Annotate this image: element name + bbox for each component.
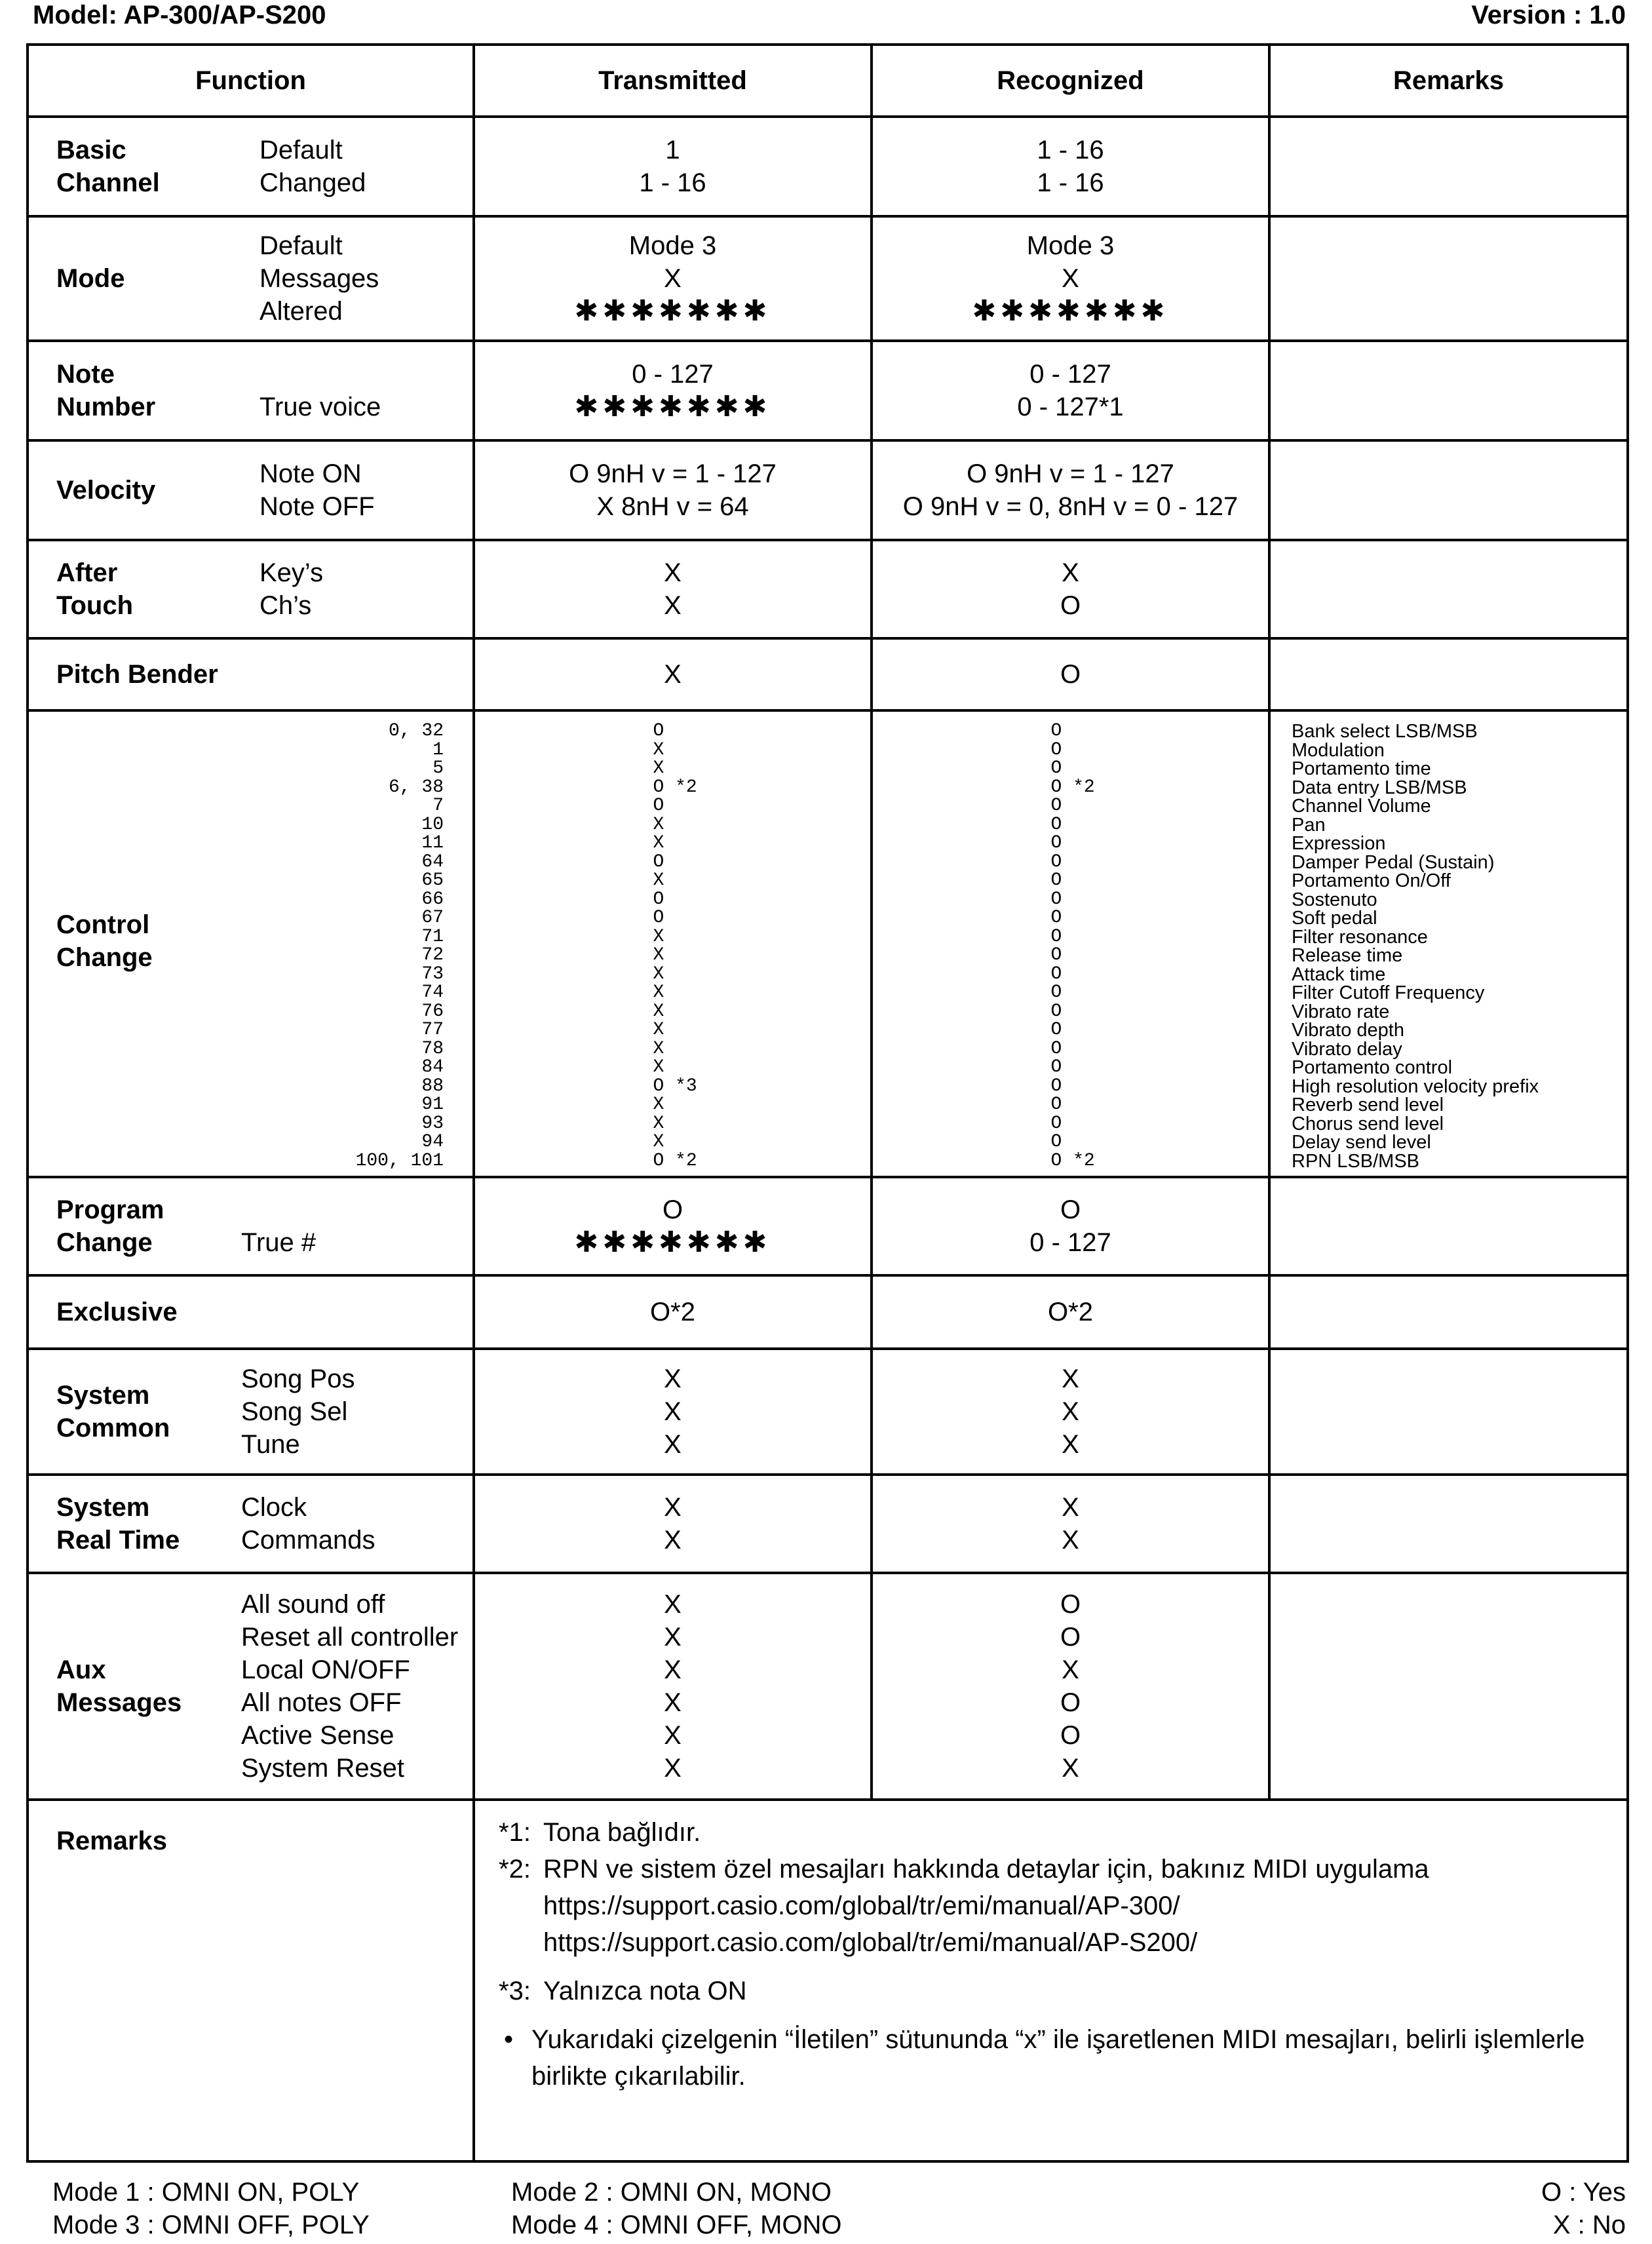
cc-remark: Pan (1292, 814, 1326, 836)
recognized-cell: X X (872, 1475, 1269, 1573)
remarks-cell (1269, 440, 1628, 540)
cc-remark: Vibrato depth (1292, 1020, 1404, 1041)
cc-transmitted-value: X (653, 1057, 664, 1077)
cc-recognized-value: O (1050, 1057, 1062, 1077)
cc-recognized-value: O (1050, 1020, 1062, 1040)
cc-number-list (356, 722, 444, 1170)
bullet-note: • Yukarıdaki çizelgenin “İletilen” sütununda “x” ile işaretlenen MIDI mesajları, belirli işlemlerle birlikte çıkarılabilir. (499, 2021, 1607, 2095)
remarks-cell (1269, 1177, 1628, 1275)
cc-transmitted-value: X (653, 1113, 664, 1134)
recognized-cell: X O (872, 540, 1269, 638)
cc-remark: Soft pedal (1292, 908, 1377, 929)
cc-recognized-value: O (1050, 739, 1062, 760)
cc-number: 93 (421, 1113, 444, 1134)
category-label: Program Change (56, 1195, 164, 1257)
header-row (28, 45, 1628, 117)
cc-number: 7 (432, 796, 444, 816)
cc-remark: Portamento On/Off (1292, 870, 1451, 891)
sub-label: Key’s Ch’s (259, 558, 324, 620)
cc-number: 64 (421, 851, 444, 872)
midi-implementation-chart (26, 43, 1629, 2163)
legend-no: X : No (1552, 2211, 1626, 2239)
category-label: Exclusive (56, 1298, 178, 1326)
cc-number: 100, 101 (355, 1150, 444, 1171)
cc-remark: Bank select LSB/MSB (1292, 721, 1478, 742)
transmitted-cell: X (474, 638, 872, 710)
remarks-cell (1269, 1475, 1628, 1573)
cc-recognized-value: O *2 (1050, 777, 1095, 798)
cc-transmitted-value: O *2 (653, 777, 697, 798)
cc-number: 66 (421, 889, 444, 910)
cc-recognized-value: O (1050, 982, 1062, 1003)
remarks-cell (1269, 540, 1628, 638)
cc-transmitted-value: X (653, 758, 664, 779)
cc-transmitted-value: X (653, 870, 664, 891)
col-remarks: Remarks (1269, 45, 1628, 117)
sub-label: True voice (259, 393, 381, 421)
remarks-cell (1269, 1275, 1628, 1349)
cc-number: 73 (421, 963, 444, 984)
cc-remarks-list (1292, 722, 1539, 1170)
transmitted-cell: X X X (474, 1349, 872, 1475)
cc-recognized-value: O (1050, 1094, 1062, 1115)
legend-mode1: Mode 1 : OMNI ON, POLY (52, 2178, 360, 2207)
cc-number: 74 (421, 982, 444, 1003)
cc-transmitted-value: O *2 (653, 1150, 697, 1171)
cc-transmitted-value: X (653, 814, 664, 835)
row-pitch-bender (28, 638, 1628, 710)
cc-remark: Damper Pedal (Sustain) (1292, 851, 1495, 873)
remarks-cell (1269, 638, 1628, 710)
cc-number: 88 (421, 1075, 444, 1096)
category-label: Aux Messages (56, 1655, 182, 1717)
footnote-2: *2: RPN ve sistem özel mesajları hakkında detaylar için, bakınız MIDI uygulama (499, 1855, 1429, 1884)
cc-remark: Expression (1292, 833, 1386, 854)
remarks-cell (1269, 1349, 1628, 1475)
transmitted-cell: Mode 3 X ✱✱✱✱✱✱✱ (474, 216, 872, 341)
cc-remark: Data entry LSB/MSB (1292, 777, 1467, 798)
cc-recognized-value: O (1050, 945, 1062, 965)
category-label: Note Number (56, 360, 156, 421)
category-label: Control Change (56, 910, 153, 972)
cc-remark: Portamento control (1292, 1057, 1453, 1078)
cc-number: 72 (421, 945, 444, 965)
cc-recognized-value: O (1050, 1113, 1062, 1134)
legend-mode3: Mode 3 : OMNI OFF, POLY (52, 2211, 370, 2239)
transmitted-cell: O*2 (474, 1275, 872, 1349)
sub-label: Default Changed (259, 136, 366, 197)
category-label: System Real Time (56, 1493, 180, 1555)
cc-number: 67 (421, 908, 444, 928)
cc-transmitted-value: X (653, 1001, 664, 1022)
recognized-cell: O 0 - 127 (872, 1177, 1269, 1275)
version-label: Version : 1.0 (1471, 1, 1626, 29)
cc-transmitted-value: X (653, 739, 664, 760)
transmitted-cell: O 9nH v = 1 - 127 X 8nH v = 64 (474, 440, 872, 540)
category-label: Pitch Bender (56, 660, 218, 689)
legend-mode2: Mode 2 : OMNI ON, MONO (511, 2178, 832, 2207)
cc-remark: Channel Volume (1292, 796, 1431, 817)
cc-number: 94 (421, 1132, 444, 1152)
row-remarks (28, 1800, 1628, 2161)
cc-recognized-value: O (1050, 851, 1062, 872)
cc-recognized-value: O (1050, 1001, 1062, 1022)
manual-link-ap300[interactable]: https://support.casio.com/global/tr/emi/manual/AP-300/ (543, 1891, 1180, 1920)
category-label: Basic Channel (56, 136, 160, 197)
cc-number: 6, 38 (388, 777, 444, 798)
col-function: Function (28, 45, 474, 117)
cc-transmitted-value: X (653, 1038, 664, 1059)
mode-legend (52, 2176, 1626, 2241)
cc-remark: RPN LSB/MSB (1292, 1150, 1419, 1172)
cc-remark: Chorus send level (1292, 1113, 1444, 1134)
cc-recognized-value: O (1050, 796, 1062, 816)
cc-number: 91 (421, 1094, 444, 1115)
cc-transmitted-value: X (653, 1132, 664, 1152)
sub-label: Default Messages Altered (259, 231, 379, 326)
cc-transmitted-value: O (653, 851, 664, 872)
cc-transmitted-value: X (653, 963, 664, 984)
legend-yes: O : Yes (1541, 2178, 1626, 2207)
cc-recognized-value: O (1050, 963, 1062, 984)
cc-recognized-value: O (1050, 1038, 1062, 1059)
row-mode (28, 216, 1628, 341)
cc-recognized-value: O (1050, 1132, 1062, 1152)
sub-label: True # (241, 1228, 317, 1257)
row-exclusive (28, 1275, 1628, 1349)
row-after-touch (28, 540, 1628, 638)
cc-number: 11 (421, 833, 444, 853)
legend-mode4: Mode 4 : OMNI OFF, MONO (511, 2211, 842, 2239)
recognized-cell: O*2 (872, 1275, 1269, 1349)
cc-remark: High resolution velocity prefix (1292, 1075, 1539, 1097)
sub-label: Song Pos Song Sel Tune (241, 1364, 355, 1459)
row-aux-messages (28, 1573, 1628, 1800)
cc-recognized-value: O (1050, 814, 1062, 835)
sub-label: Note ON Note OFF (259, 459, 375, 521)
cc-remark: Delay send level (1292, 1132, 1431, 1153)
transmitted-cell: X X X X X X (474, 1573, 872, 1800)
category-label: Remarks (56, 1827, 168, 1855)
cc-recognized-value: O (1050, 870, 1062, 891)
cc-transmitted-value: O (653, 721, 664, 741)
row-control-change (28, 710, 1628, 1177)
transmitted-cell: 1 1 - 16 (474, 117, 872, 216)
cc-recognized-value: O (1050, 926, 1062, 947)
row-note-number (28, 341, 1628, 440)
cc-recognized-value: O (1050, 721, 1062, 741)
cc-number: 5 (432, 758, 444, 779)
header (26, 0, 1626, 33)
row-basic-channel (28, 117, 1628, 216)
row-system-common (28, 1349, 1628, 1475)
recognized-cell: Mode 3 X ✱✱✱✱✱✱✱ (872, 216, 1269, 341)
cc-recognized-value: O (1050, 1075, 1062, 1096)
cc-number: 76 (421, 1001, 444, 1022)
cc-transmitted-value: X (653, 1094, 664, 1115)
row-velocity (28, 440, 1628, 540)
remarks-cell (1269, 216, 1628, 341)
recognized-cell: O O X O O X (872, 1573, 1269, 1800)
recognized-cell: 1 - 16 1 - 16 (872, 117, 1269, 216)
bullet-icon: • (504, 2025, 514, 2054)
cc-remark: Modulation (1292, 739, 1385, 761)
cc-transmitted-value: X (653, 926, 664, 947)
cc-remark: Attack time (1292, 963, 1386, 985)
col-transmitted: Transmitted (474, 45, 872, 117)
cc-transmitted-value: O (653, 889, 664, 910)
cc-remark: Sostenuto (1292, 889, 1377, 910)
footnote-1: *1: Tona bağlıdır. (499, 1818, 701, 1847)
sub-label: All sound off Reset all controller Local ON/OFF All notes OFF Active Sense System Reset (241, 1590, 459, 1783)
cc-recognized-value: O (1050, 908, 1062, 928)
cc-remark: Release time (1292, 945, 1403, 966)
category-label: After Touch (56, 558, 134, 620)
transmitted-cell: O ✱✱✱✱✱✱✱ (474, 1177, 872, 1275)
model-label: Model: AP-300/AP-S200 (33, 1, 326, 29)
manual-link-aps200[interactable]: https://support.casio.com/global/tr/emi/manual/AP-S200/ (543, 1928, 1198, 1957)
recognized-cell: O (872, 638, 1269, 710)
cc-remark: Filter Cutoff Frequency (1292, 982, 1485, 1003)
row-program-change (28, 1177, 1628, 1275)
remarks-notes (475, 1801, 1626, 2147)
cc-transmitted-value: O (653, 796, 664, 816)
cc-number: 77 (421, 1020, 444, 1040)
transmitted-cell: 0 - 127 ✱✱✱✱✱✱✱ (474, 341, 872, 440)
cc-recognized-value: O (1050, 889, 1062, 910)
cc-remark: Vibrato rate (1292, 1001, 1390, 1022)
cc-remark: Reverb send level (1292, 1094, 1444, 1115)
footnote-3: *3: Yalnızca nota ON (499, 1977, 747, 2005)
cc-transmitted-value: O *3 (653, 1075, 697, 1096)
cc-transmitted-value: X (653, 982, 664, 1003)
cc-number: 0, 32 (388, 721, 444, 741)
cc-transmitted-value: O (653, 908, 664, 928)
cc-number: 65 (421, 870, 444, 891)
cc-number: 10 (421, 814, 444, 835)
remarks-cell (1269, 1573, 1628, 1800)
cc-remark: Vibrato delay (1292, 1038, 1402, 1060)
cc-transmitted-list (653, 722, 697, 1170)
cc-number: 78 (421, 1038, 444, 1059)
category-label: Mode (56, 264, 125, 293)
category-label: System Common (56, 1381, 170, 1442)
cc-recognized-value: O (1050, 833, 1062, 853)
cc-recognized-value: O *2 (1050, 1150, 1095, 1171)
cc-number: 1 (432, 739, 444, 760)
sub-label: Clock Commands (241, 1493, 375, 1555)
cc-transmitted-value: X (653, 945, 664, 965)
cc-number: 84 (421, 1057, 444, 1077)
transmitted-cell: X X (474, 1475, 872, 1573)
cc-number: 71 (421, 926, 444, 947)
col-recognized: Recognized (872, 45, 1269, 117)
remarks-cell (1269, 341, 1628, 440)
row-system-realtime (28, 1475, 1628, 1573)
cc-remark: Filter resonance (1292, 926, 1428, 948)
remarks-cell (1269, 117, 1628, 216)
recognized-cell: 0 - 127 0 - 127*1 (872, 341, 1269, 440)
cc-transmitted-value: X (653, 833, 664, 853)
cc-remark: Portamento time (1292, 758, 1431, 779)
cc-recognized-value: O (1050, 758, 1062, 779)
recognized-cell: X X X (872, 1349, 1269, 1475)
cc-transmitted-value: X (653, 1020, 664, 1040)
cc-recognized-list (1051, 722, 1095, 1170)
category-label: Velocity (56, 476, 156, 505)
transmitted-cell: X X (474, 540, 872, 638)
recognized-cell: O 9nH v = 1 - 127 O 9nH v = 0, 8nH v = 0 - 127 (872, 440, 1269, 540)
